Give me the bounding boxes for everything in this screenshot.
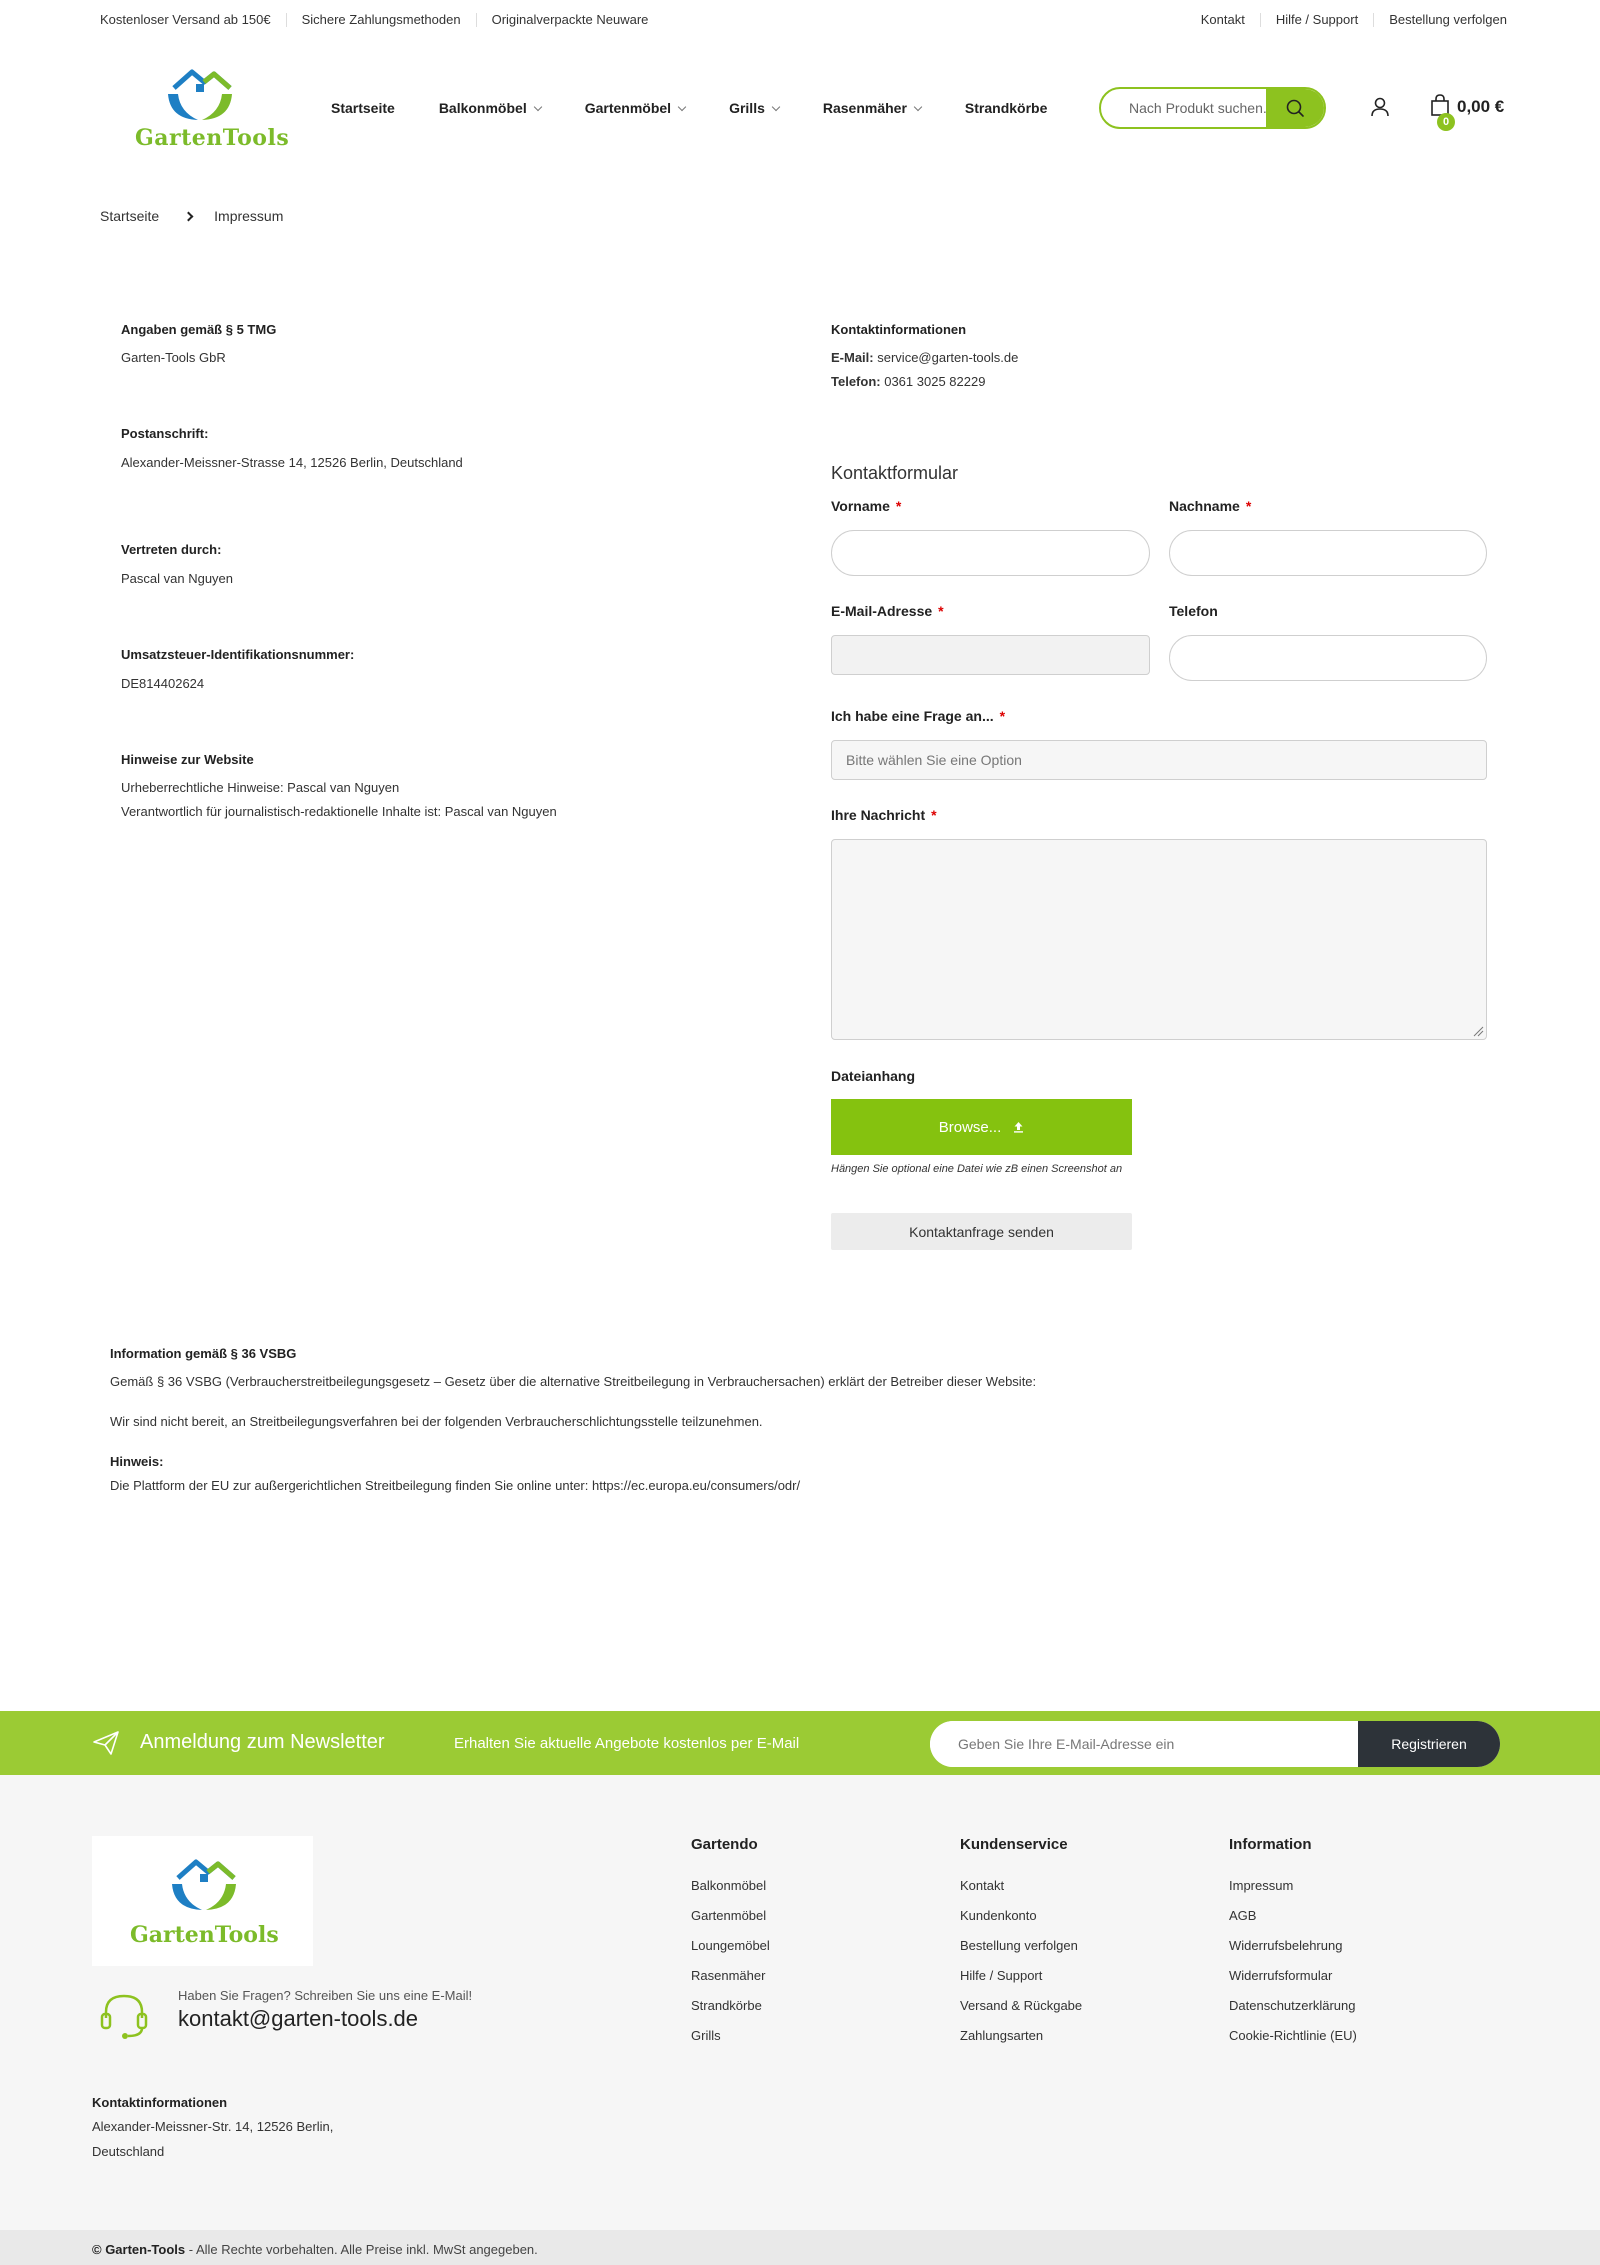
resize-handle-icon[interactable]	[1472, 1025, 1484, 1037]
chevron-down-icon	[914, 103, 922, 111]
cart-count-badge: 0	[1437, 113, 1455, 131]
site-logo[interactable]	[120, 60, 290, 160]
browse-button[interactable]	[831, 1099, 1132, 1155]
footer-link[interactable]: Rasenmäher	[691, 1968, 766, 1983]
newsletter-subtitle: Erhalten Sie aktuelle Angebote kostenlos per E-Mail	[454, 1735, 800, 1752]
newsletter-title: Anmeldung zum Newsletter	[140, 1731, 385, 1753]
footer-link[interactable]: Widerrufsbelehrung	[1229, 1938, 1343, 1953]
contact-phone: 0361 3025 82229	[884, 374, 986, 389]
usp-payment: Sichere Zahlungsmethoden	[301, 12, 461, 27]
search-button[interactable]	[1266, 89, 1324, 127]
footer-link[interactable]: Strandkörbe	[691, 1998, 762, 2013]
top-link-support[interactable]: Hilfe / Support	[1275, 12, 1359, 27]
search-bar	[1099, 87, 1326, 129]
usp-new-goods: Originalverpackte Neuware	[491, 12, 649, 27]
footer-column-kundenservice	[960, 1836, 1082, 2058]
nav-label: Balkonmöbel	[438, 100, 527, 116]
nav-item-gartenmoebel[interactable]	[585, 100, 685, 116]
imprint-company: Garten-Tools GbR	[121, 350, 226, 365]
email-label	[831, 603, 944, 619]
footer-column-gartendo	[691, 1836, 770, 2058]
imprint-representative: Pascal van Nguyen	[121, 571, 234, 586]
usp-shipping: Kostenloser Versand ab 150€	[100, 12, 271, 27]
required-mark: *	[931, 807, 937, 823]
attachment-label: Dateianhang	[831, 1068, 916, 1084]
imprint-heading-address: Postanschrift:	[121, 426, 209, 441]
vsbg-paragraph-1: Gemäß § 36 VSBG (Verbraucherstreitbeilegungsgesetz – Gesetz über die alternative Streitbeilegung in Verbrauchersachen) erklärt der Betreiber dieser Website:	[110, 1374, 1037, 1389]
email-field[interactable]	[831, 635, 1150, 675]
footer-link[interactable]: Kontakt	[960, 1878, 1005, 1893]
phone-label	[1169, 603, 1218, 619]
contact-email[interactable]: service@garten-tools.de	[877, 350, 1019, 365]
label-text: Telefon	[1169, 603, 1218, 619]
required-mark: *	[895, 498, 902, 514]
label-text: Vorname	[831, 498, 890, 514]
required-mark: *	[999, 708, 1006, 724]
contact-email-label: E-Mail:	[831, 350, 874, 365]
newsletter-email-input[interactable]	[930, 1721, 1358, 1767]
footer	[0, 1775, 1600, 2230]
imprint-heading-website-notes: Hinweise zur Website	[121, 752, 254, 767]
nav-label: Rasenmäher	[822, 100, 907, 116]
newsletter-bar	[0, 1711, 1600, 1775]
imprint-heading-represented: Vertreten durch:	[121, 542, 222, 557]
newsletter-form	[930, 1721, 1500, 1767]
label-text: Ihre Nachricht	[831, 807, 926, 823]
nav-item-startseite[interactable]	[331, 100, 395, 116]
footer-link[interactable]: Impressum	[1229, 1878, 1294, 1893]
footer-logo-text: GartenTools	[130, 1922, 279, 1948]
footer-link[interactable]: Loungemöbel	[691, 1938, 770, 1953]
footer-help-text: Haben Sie Fragen? Schreiben Sie uns eine E-Mail!	[178, 1988, 473, 2003]
nav-item-balkonmoebel[interactable]	[439, 100, 541, 116]
footer-link[interactable]: Kundenkonto	[960, 1908, 1037, 1923]
paper-plane-icon	[93, 1731, 119, 1755]
breadcrumb-current: Impressum	[214, 208, 284, 224]
logo-text: GartenTools	[135, 125, 290, 151]
phone-field[interactable]	[1169, 635, 1487, 681]
divider	[476, 13, 477, 27]
footer-link[interactable]: Versand & Rückgabe	[960, 1998, 1083, 2013]
search-icon	[1285, 98, 1305, 118]
divider	[1260, 13, 1261, 27]
user-account-icon[interactable]	[1369, 96, 1391, 118]
message-label	[831, 807, 937, 823]
contact-phone-row	[831, 370, 985, 394]
contact-form-title: Kontaktformular	[831, 463, 959, 483]
chevron-right-icon	[184, 211, 194, 221]
main-nav	[331, 100, 1091, 116]
divider	[286, 13, 287, 27]
browse-label: Browse...	[938, 1118, 1002, 1136]
imprint-address: Alexander-Meissner-Strasse 14, 12526 Berlin, Deutschland	[121, 455, 463, 470]
footer-logo[interactable]	[92, 1836, 313, 1966]
footer-column-title: Information	[1229, 1836, 1312, 1853]
attachment-hint: Hängen Sie optional eine Datei wie zB einen Screenshot an	[831, 1163, 1123, 1175]
address-line-1: Alexander-Meissner-Str. 14, 12526 Berlin,	[92, 2119, 334, 2134]
nav-item-grills[interactable]	[729, 100, 779, 116]
footer-link[interactable]: Bestellung verfolgen	[960, 1938, 1078, 1953]
usp-list	[100, 12, 648, 27]
label-text: E-Mail-Adresse	[831, 603, 933, 619]
required-mark: *	[1245, 498, 1252, 514]
question-label	[831, 708, 1005, 724]
vsbg-note-heading: Hinweis:	[110, 1454, 164, 1469]
top-link-contact[interactable]: Kontakt	[1200, 12, 1245, 27]
nav-label: Gartenmöbel	[584, 100, 672, 116]
address-line-2: Deutschland	[92, 2144, 165, 2159]
imprint-heading-tmg: Angaben gemäß § 5 TMG	[121, 322, 277, 337]
imprint-vat-id: DE814402624	[121, 676, 205, 691]
nav-label: Strandkörbe	[964, 100, 1048, 116]
nav-label: Startseite	[331, 100, 395, 116]
footer-column-title: Gartendo	[691, 1836, 758, 1853]
copyright-brand: © Garten-Tools	[92, 2242, 186, 2257]
copyright-text: - Alle Rechte vorbehalten. Alle Preise inkl. MwSt angegeben.	[185, 2242, 538, 2257]
nav-item-strandkoerbe[interactable]	[965, 100, 1047, 116]
footer-link[interactable]: AGB	[1229, 1908, 1257, 1923]
chevron-down-icon	[678, 103, 686, 111]
logo-house-icon	[164, 1854, 244, 1914]
chevron-down-icon	[533, 103, 541, 111]
firstname-field[interactable]	[831, 530, 1150, 576]
contact-phone-label: Telefon:	[831, 374, 881, 389]
vsbg-heading: Information gemäß § 36 VSBG	[110, 1346, 297, 1361]
top-link-track-order[interactable]: Bestellung verfolgen	[1389, 12, 1507, 27]
vsbg-paragraph-3: Die Plattform der EU zur außergerichtlichen Streitbeilegung finden Sie online unter: https://ec.europa.eu/consumers/odr/	[110, 1478, 801, 1493]
message-textarea[interactable]	[831, 839, 1487, 1040]
breadcrumb-home[interactable]: Startseite	[100, 208, 160, 224]
submit-contact-button[interactable]: Kontaktanfrage senden	[831, 1213, 1132, 1250]
copyright-bar	[0, 2230, 1600, 2265]
logo-house-icon	[160, 64, 240, 124]
footer-link[interactable]: Cookie-Richtlinie (EU)	[1229, 2028, 1357, 2043]
footer-link[interactable]: Gartenmöbel	[691, 1908, 767, 1923]
upload-icon	[1013, 1121, 1024, 1133]
question-select[interactable]: Bitte wählen Sie eine Option	[831, 740, 1487, 780]
firstname-label	[831, 498, 901, 514]
vsbg-paragraph-2: Wir sind nicht bereit, an Streitbeilegungsverfahren bei der folgenden Verbraucherschlichtungsstelle teilzunehmen.	[110, 1414, 763, 1429]
top-links	[1201, 12, 1507, 27]
footer-link[interactable]: Zahlungsarten	[960, 2028, 1044, 2043]
footer-contact-heading: Kontaktinformationen	[92, 2095, 228, 2110]
footer-column-title: Kundenservice	[960, 1836, 1068, 1853]
contact-info-heading: Kontaktinformationen	[831, 322, 967, 337]
nav-label: Grills	[729, 100, 765, 116]
footer-link[interactable]: Grills	[691, 2028, 721, 2043]
footer-contact-address	[92, 2114, 392, 2164]
imprint-copyright-note: Urheberrechtliche Hinweise: Pascal van Nguyen	[121, 780, 400, 795]
contact-email-row	[831, 346, 1018, 370]
label-text: Ich habe eine Frage an...	[831, 708, 994, 724]
top-bar	[0, 0, 1600, 40]
footer-link[interactable]: Widerrufsformular	[1229, 1968, 1333, 1983]
chevron-down-icon	[772, 103, 780, 111]
imprint-heading-vat: Umsatzsteuer-Identifikationsnummer:	[121, 647, 355, 662]
divider	[1373, 13, 1374, 27]
footer-link[interactable]: Datenschutzerklärung	[1229, 1998, 1356, 2013]
headset-icon	[98, 1990, 150, 2042]
search-input[interactable]	[1101, 89, 1266, 127]
cart-total[interactable]: 0,00 €	[1457, 97, 1505, 116]
imprint-editorial-note: Verantwortlich für journalistisch-redaktionelle Inhalte ist: Pascal van Nguyen	[121, 804, 557, 819]
label-text: Nachname	[1169, 498, 1240, 514]
nav-item-rasenmaeher[interactable]	[823, 100, 921, 116]
breadcrumb	[100, 208, 283, 224]
newsletter-register-button[interactable]: Registrieren	[1358, 1721, 1500, 1767]
required-mark: *	[938, 603, 944, 619]
footer-link[interactable]: Balkonmöbel	[691, 1878, 767, 1893]
footer-help-email[interactable]: kontakt@garten-tools.de	[178, 2006, 419, 2031]
footer-link[interactable]: Hilfe / Support	[960, 1968, 1043, 1983]
lastname-label	[1169, 498, 1251, 514]
footer-column-information	[1229, 1836, 1357, 2058]
lastname-field[interactable]	[1169, 530, 1487, 576]
